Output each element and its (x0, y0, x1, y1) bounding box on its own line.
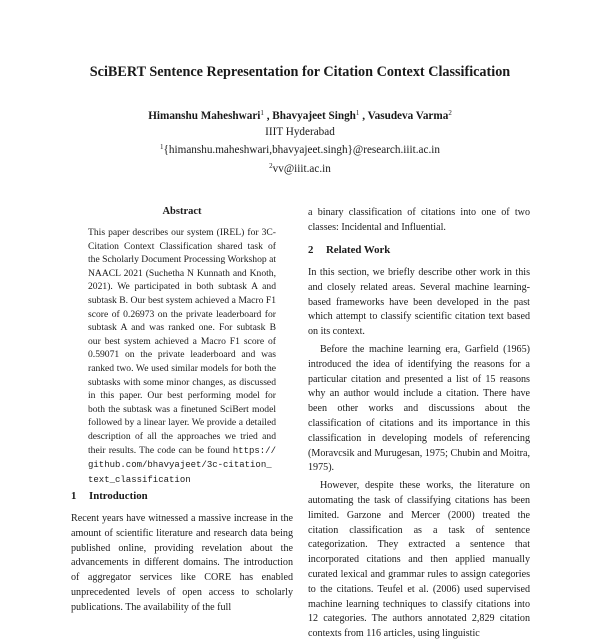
email-sup-1: 1 (160, 143, 164, 151)
related-work-number: 2 (308, 244, 314, 256)
email-1: {himanshu.maheshwari,bhavyajeet.singh}@research.iiit.ac.in (163, 144, 440, 156)
intro-number: 1 (71, 490, 77, 502)
author-separator-2: , (359, 110, 368, 122)
code-link[interactable]: https://github.com/bhavyajeet/3c-citation_text_classification (88, 445, 276, 485)
email-line-1 (0, 140, 600, 159)
intro-heading (71, 490, 148, 502)
author-separator-1: , (263, 110, 273, 122)
related-work-heading (308, 244, 390, 256)
author-sup-3: 2 (448, 109, 452, 117)
affiliation: IIIT Hyderabad (265, 125, 335, 138)
email-2: vv@iiit.ac.in (272, 162, 331, 175)
intro-title: Introduction (89, 490, 148, 502)
related-paragraph-3: However, despite these works, the literature on automating the task of classifying citations has been limited. Garzone and Mercer (2000) treated the citation classification as a task of sentence categorization. They extracted a sentence that incorporated citations and then applied manually curated lexical and grammar rules to assign categories to the citations. Teufel et al. (2006) used supervised machine learning techniques to classify citations into 12 categories. The authors annotated 2,829 citation contexts from 116 articles, using linguistic (308, 480, 530, 640)
author-sup-1: 1 (260, 109, 264, 117)
abstract-text: This paper describes our system (IREL) for 3C-Citation Context Classification shared task of the Scholarly Document Processing Workshop at NAACL 2021 (Suchetha N Kunnath and Knoth, 2021). We participated in both subtask A and subtask B. Our best system achieved a Macro F1 score of 0.26973 on the private leaderboard for subtask A and was ranked one. For subtask B our best system achieved a Macro F1 score of 0.59071 on the private leaderboard and was ranked two. We used similar models for both the subtasks with some minor changes, as discussed in this paper. Our best performing model for both the subtask was a finetuned SciBert model followed by a linear layer. We provide a detailed description of all the approaches we tried and their results. The code can be found (88, 227, 276, 456)
paper-title: SciBERT Sentence Representation for Citation Context Classification (89, 64, 511, 80)
email-line-2 (0, 159, 600, 178)
author-names (0, 106, 600, 125)
right-column-top (308, 206, 530, 236)
related-paragraph-2: Before the machine learning era, Garfield (1965) introduced the idea of identifying the reasons for a particular citation and presented a list of 15 reasons why an author would include a citation. There have been other works and discussions about the classification of citations and its importance in this classification in developing models of referencing (Moravcsik and Murugesan, 1975; Chubin and Moitra, 1975). (308, 343, 530, 474)
related-paragraph-1: In this section, we briefly describe other work in this and closely related areas. Several machine learning-based frameworks have been developed in the past which attempt to classify scientific citation text based on its context. (308, 267, 530, 338)
author-name-1: Himanshu Maheshwari (148, 110, 261, 122)
related-work-column (308, 266, 530, 642)
author-name-2: Bhavyajeet Singh (272, 110, 356, 122)
related-work-title: Related Work (326, 244, 391, 256)
intro-paragraph: Recent years have witnessed a massive increase in the amount of scientific literature and research data being published online, providing revelation about the advancements in different domains. The introduction of aggregator services like CORE has enabled unprecedented levels of open access to scholarly publications. The availability of the full (71, 513, 293, 613)
abstract-heading: Abstract (162, 206, 202, 217)
abstract-body (88, 226, 276, 487)
classification-continuation: a binary classification of citations into one of two classes: Incidental and Influential. (308, 207, 530, 233)
email-sup-2: 2 (269, 161, 273, 170)
intro-column (71, 512, 293, 616)
author-name-3: Vasudeva Varma (367, 110, 449, 122)
author-block (0, 106, 600, 177)
author-sup-2: 1 (355, 109, 360, 117)
